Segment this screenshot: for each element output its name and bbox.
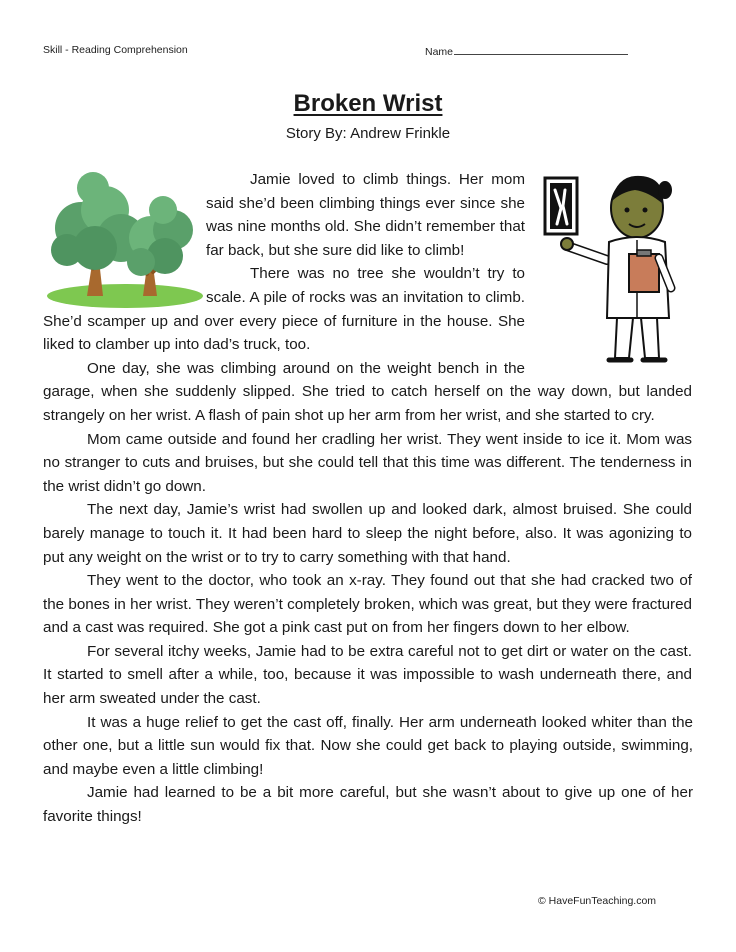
page-title: Broken Wrist bbox=[293, 90, 443, 117]
skill-label: Skill - Reading Comprehension bbox=[43, 44, 188, 56]
paragraph: Jamie had learned to be a bit more careful, but she wasn’t about to give up one of her favorite things! bbox=[43, 784, 693, 826]
name-field[interactable] bbox=[425, 44, 628, 58]
paragraph: For several itchy weeks, Jamie had to be extra careful not to get dirt or water on the cast. It started to smell after a while, too, because it was impossible to wash underneath there, and her arm sweated under the cast. bbox=[43, 642, 692, 708]
paragraph: One day, she was climbing around on the weight bench in the garage, when she suddenly slipped. She tried to catch herself on the way down, but landed strangely on her wrist. A flash of pain shot up her arm from her wrist, and she started to cry. bbox=[43, 359, 692, 424]
layout-spacer bbox=[692, 168, 693, 664]
trees-icon bbox=[43, 168, 203, 308]
story-body bbox=[43, 168, 693, 829]
doctor-xray-icon bbox=[537, 168, 692, 368]
paragraph: Jamie loved to climb things. Her mom said she’d been climbing things ever since she was nine months old. She didn’t remember that far back, but she sure did like to climb! bbox=[206, 171, 525, 259]
copyright-footer: © HaveFunTeaching.com bbox=[538, 895, 657, 907]
name-blank-line[interactable] bbox=[454, 44, 628, 55]
paragraph: There was no tree she wouldn’t try to scale. A pile of rocks was an invitation to climb. She’d scamper up and over every piece of furniture in the house. She liked to clamber up into dad’s truck, too. bbox=[43, 265, 525, 354]
paragraph: It was a huge relief to get the cast off, finally. Her arm underneath looked whiter than the other one, but a little sun would fix that. Now she could get back to playing outside, swimming, and maybe even a little climbing! bbox=[43, 713, 693, 778]
byline: Story By: Andrew Frinkle bbox=[285, 125, 451, 142]
paragraph: The next day, Jamie’s wrist had swollen up and looked dark, almost bruised. She could barely manage to touch it. It had been hard to sleep the night before, also. It was agonizing to put any weight on the wrist or to try to carry something with that hand. bbox=[43, 501, 692, 566]
paragraph: Mom came outside and found her cradling her wrist. They went inside to ice it. Mom was no stranger to cuts and bruises, but she could tell that this time was different. The tenderness in the wrist didn’t go down. bbox=[43, 430, 692, 495]
name-label: Name bbox=[425, 46, 454, 58]
paragraph: They went to the doctor, who took an x-ray. They found out that she had cracked two of the bones in her wrist. They weren’t completely broken, which was great, but they were fractured and a cast was required. She got a pink cast put on from her fingers down to her elbow. bbox=[43, 572, 692, 637]
